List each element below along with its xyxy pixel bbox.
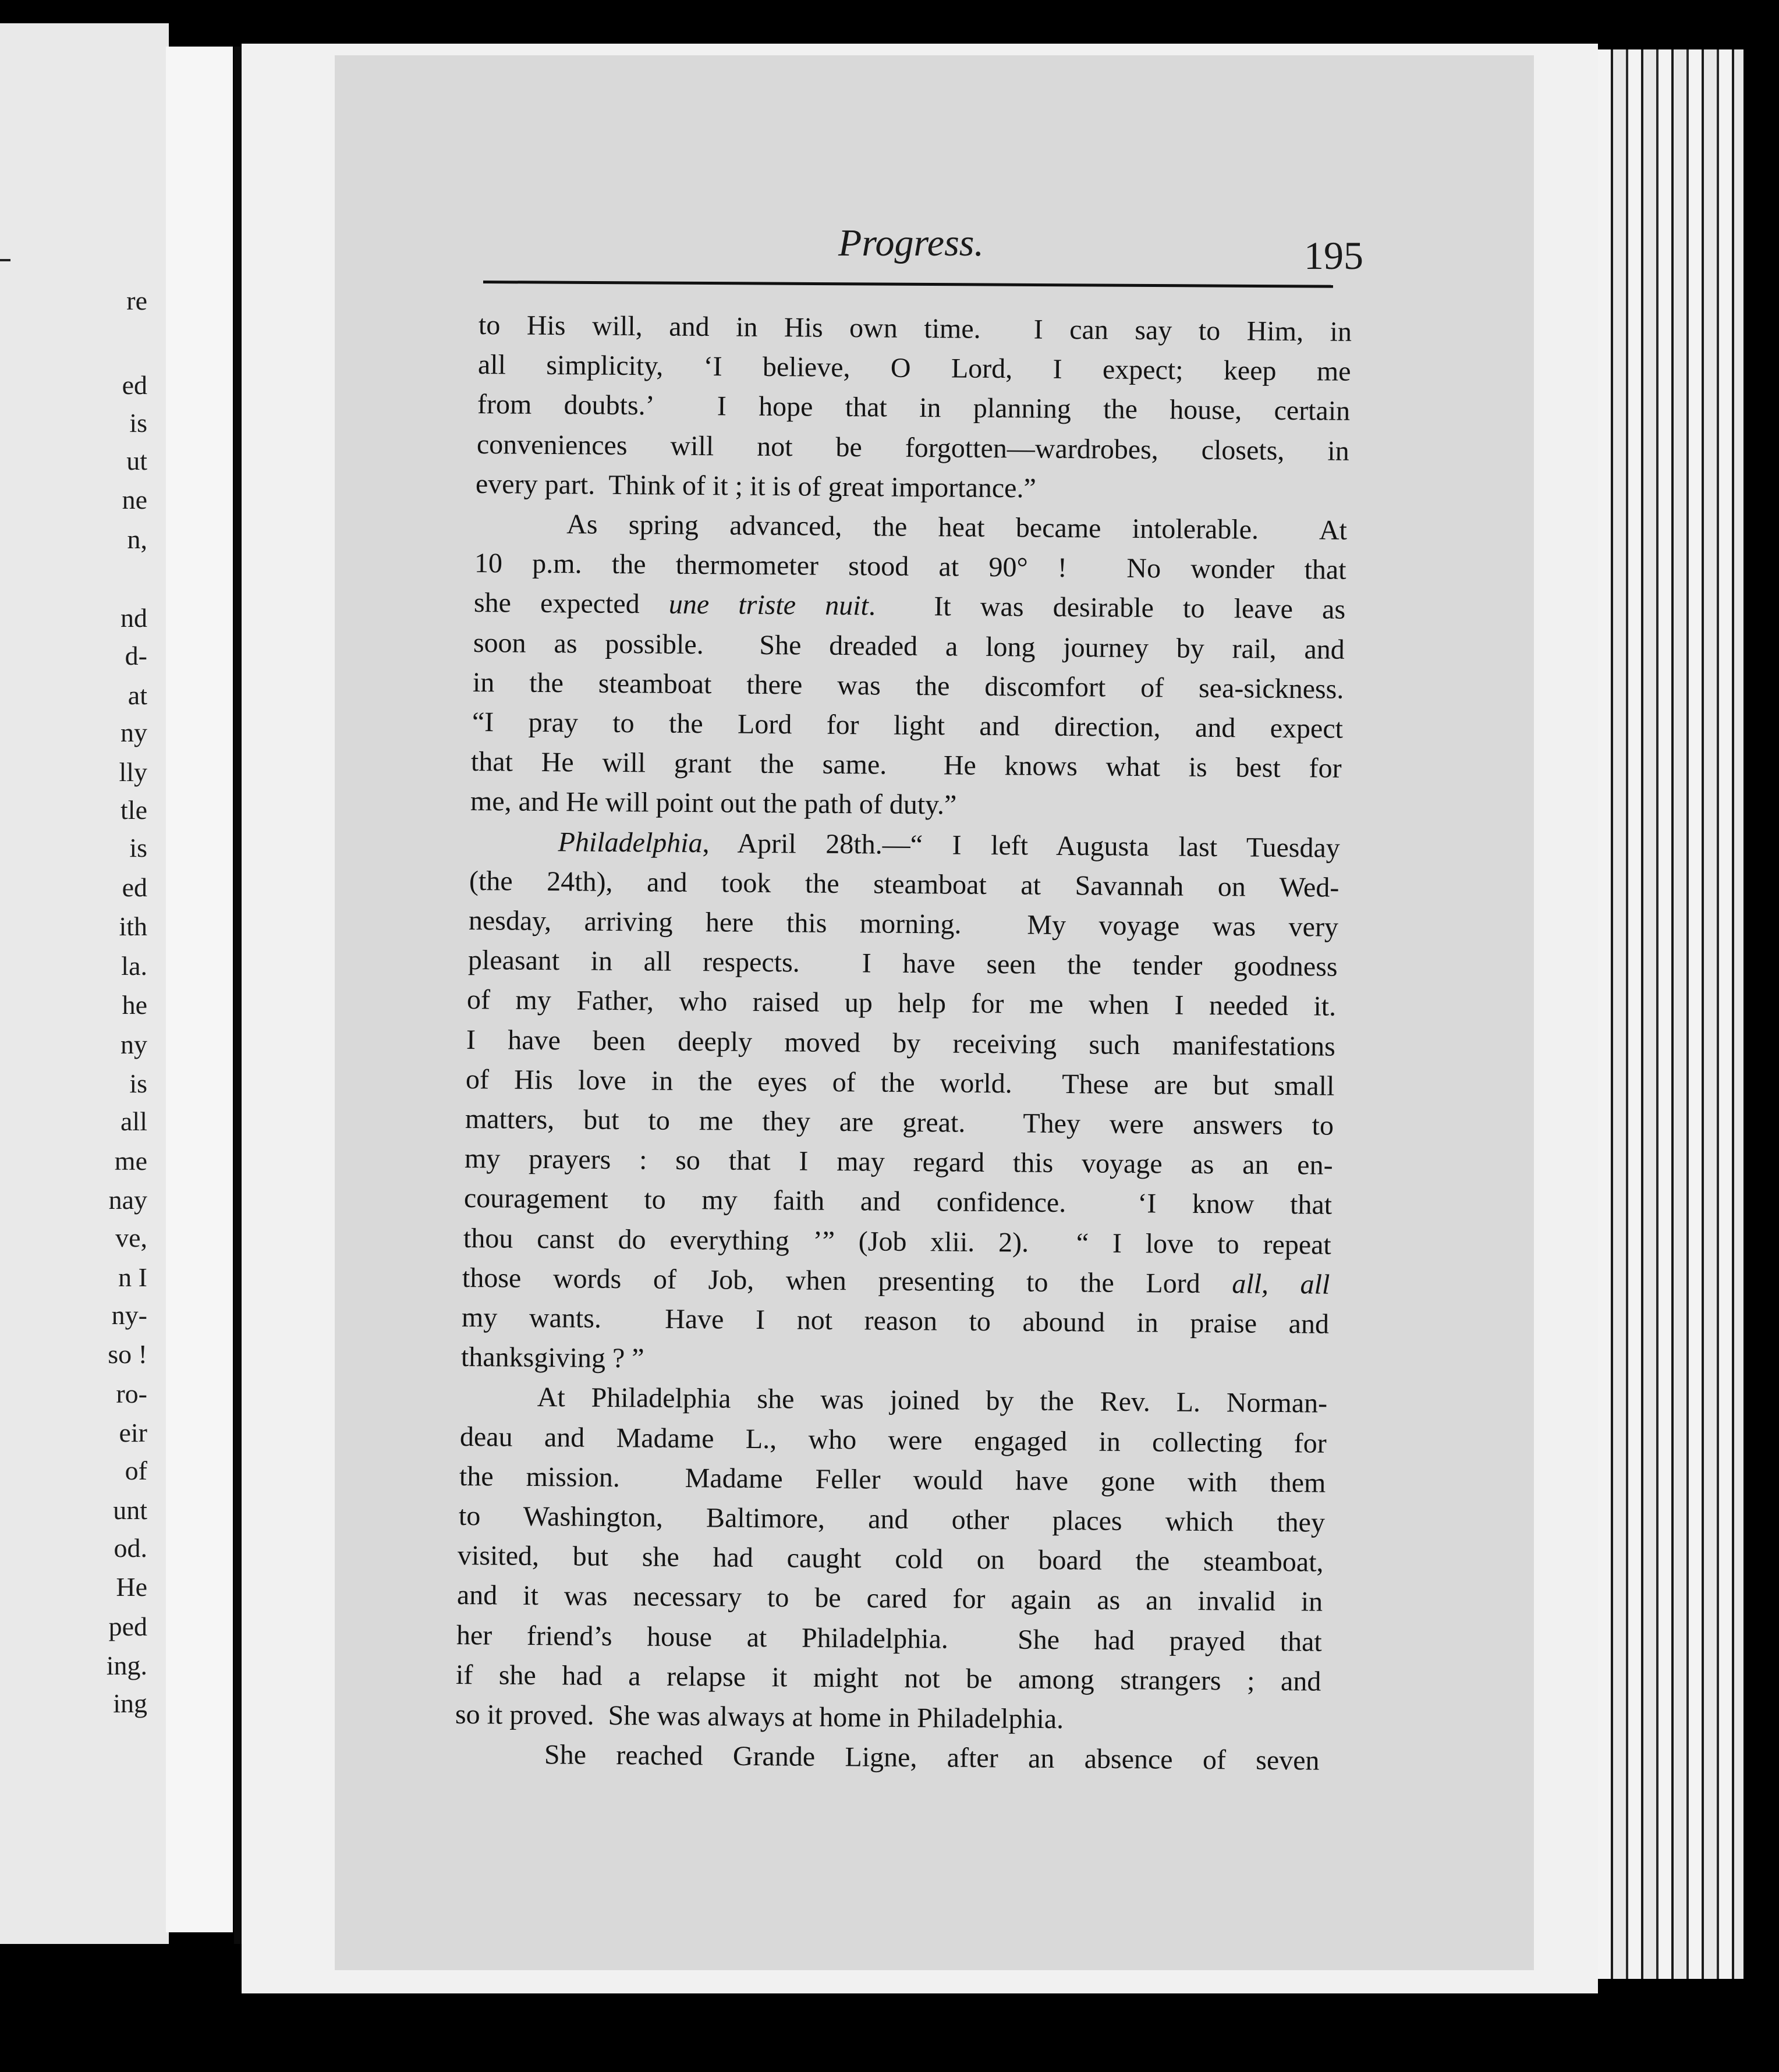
italic-text: une triste nuit (668, 589, 869, 622)
text-line: “I pray to the Lord for light and direction, and expect (472, 707, 1343, 744)
text-line: 10 p.m. the thermometer stood at 90° ! No wonder that (474, 548, 1346, 586)
previous-page-fragment: re (126, 286, 147, 315)
previous-page-fragment: unt (113, 1495, 147, 1525)
text-line: to Washington, Baltimore, and other places which they (458, 1500, 1325, 1538)
text-line: matters, but to me they are great. They were answers to (465, 1104, 1334, 1141)
previous-page-fragment: ny (121, 718, 147, 747)
previous-page-fragment: ny (121, 1030, 147, 1059)
text-line: from doubts.’ I hope that in planning the house, certain (477, 389, 1351, 427)
previous-page-fragment: ut (126, 446, 147, 476)
previous-page (0, 23, 169, 1944)
text-line: As spring advanced, the heat became intolerable. At (475, 508, 1348, 546)
previous-page-fragment: He (116, 1572, 147, 1602)
page-margin-strip (166, 47, 233, 1932)
previous-page-fragment: tle (121, 795, 147, 825)
previous-page-fragment: ve, (115, 1223, 147, 1253)
previous-page-fragment: n, (127, 524, 147, 554)
previous-page-fragment: ny- (111, 1300, 147, 1330)
previous-page-fragment: lly (119, 757, 147, 787)
text-line: to His will, and in His own time. I can say to Him, in (478, 310, 1352, 347)
previous-page-fragment: la. (121, 951, 147, 981)
page-edges (1598, 49, 1743, 1979)
text-line: thanksgiving ? ” (460, 1342, 644, 1374)
text-line: At Philadelphia she was joined by the Rev. L. Norman- (460, 1381, 1328, 1420)
text-line: in the steamboat there was the discomfort of sea-sickness. (472, 666, 1344, 705)
italic-text: all, all (1232, 1268, 1330, 1300)
text-line: I have been deeply moved by receiving such manifestations (466, 1024, 1336, 1062)
text-line: of His love in the eyes of the world. These are but small (465, 1063, 1335, 1102)
previous-page-fragment: of (125, 1456, 147, 1485)
text-line: couragement to my faith and confidence. ‘I know that (463, 1183, 1333, 1221)
previous-page-fragment: ing. (106, 1651, 147, 1680)
text-line: me, and He will point out the path of duty.” (470, 786, 957, 821)
previous-page-fragment: ith (119, 911, 147, 941)
text-line: Philadelphia, April 28th.—“ I left Augusta last Tuesday (558, 826, 1341, 864)
text-line: nesday, arriving here this morning. My voyage was very (468, 905, 1338, 943)
previous-page-rule (0, 259, 10, 261)
book-gutter (234, 47, 242, 1944)
text-line: my wants. Have I not reason to abound in praise and (462, 1302, 1330, 1340)
previous-page-fragment: me (114, 1146, 147, 1176)
previous-page-text (0, 23, 154, 1944)
text-line: her friend’s house at Philadelphia. She had prayed that (456, 1619, 1323, 1658)
previous-page-fragment: ped (108, 1612, 147, 1641)
page-number: 195 (1304, 233, 1363, 278)
text-line: She reached Grande Ligne, after an absence of seven (454, 1739, 1320, 1776)
text-line: deau and Madame L., who were engaged in collecting for (459, 1421, 1327, 1459)
previous-page-fragment: ro- (116, 1379, 147, 1408)
text-line: if she had a relapse it might not be among strangers ; and (455, 1659, 1321, 1697)
text-line: thou canst do everything ’” (Job xlii. 2). “ I love to repeat (463, 1222, 1331, 1261)
previous-page-fragment: eir (119, 1418, 147, 1447)
running-title: Progress. (838, 222, 984, 264)
previous-page-fragment: ing (113, 1688, 147, 1718)
text-line: she expected une triste nuit. It was desirable to leave as (473, 587, 1346, 626)
previous-page-fragment: is (129, 408, 147, 438)
text-line: every part. Think of it ; it is of great importance.” (476, 468, 1037, 504)
text-line: so it proved. She was always at home in Philadelphia. (455, 1699, 1064, 1735)
previous-page-fragment: all (121, 1106, 147, 1136)
text-line: those words of Job, when presenting to the Lord all, all (462, 1262, 1330, 1300)
previous-page-fragment: ed (122, 370, 147, 400)
previous-page-fragment: n I (118, 1262, 147, 1292)
previous-page-fragment: d- (125, 641, 147, 670)
previous-page-fragment: he (122, 990, 147, 1020)
previous-page-fragment: nay (108, 1185, 147, 1215)
text-line: all simplicity, ‘I believe, O Lord, I expect; keep me (477, 349, 1351, 387)
previous-page-fragment: nd (121, 603, 147, 633)
text-line: pleasant in all respects. I have seen the tender goodness (467, 945, 1338, 982)
text-line: of my Father, who raised up help for me when I needed it. (467, 984, 1337, 1023)
text-line: that He will grant the same. He knows what is best for (471, 746, 1342, 784)
previous-page-fragment: so ! (108, 1339, 147, 1369)
previous-page-fragment: od. (114, 1533, 147, 1563)
text-line: and it was necessary to be cared for again as an invalid in (456, 1580, 1323, 1618)
text-line: soon as possible. She dreaded a long journey by rail, and (473, 627, 1345, 665)
previous-page-fragment: is (129, 833, 147, 863)
italic-text: Philadelphia (558, 826, 703, 858)
text-line: visited, but she had caught cold on board the steamboat, (458, 1540, 1324, 1578)
previous-page-fragment: ne (122, 485, 147, 515)
text-line: (the 24th), and took the steamboat at Savannah on Wed- (469, 865, 1339, 903)
text-line: the mission. Madame Feller would have gone with them (459, 1460, 1326, 1499)
text-line: my prayers : so that I may regard this voyage as an en- (464, 1143, 1333, 1181)
previous-page-fragment: ed (122, 872, 147, 902)
text-line: conveniences will not be forgotten—wardrobes, closets, in (476, 428, 1349, 467)
previous-page-fragment: at (127, 680, 147, 710)
previous-page-fragment: is (129, 1069, 147, 1098)
